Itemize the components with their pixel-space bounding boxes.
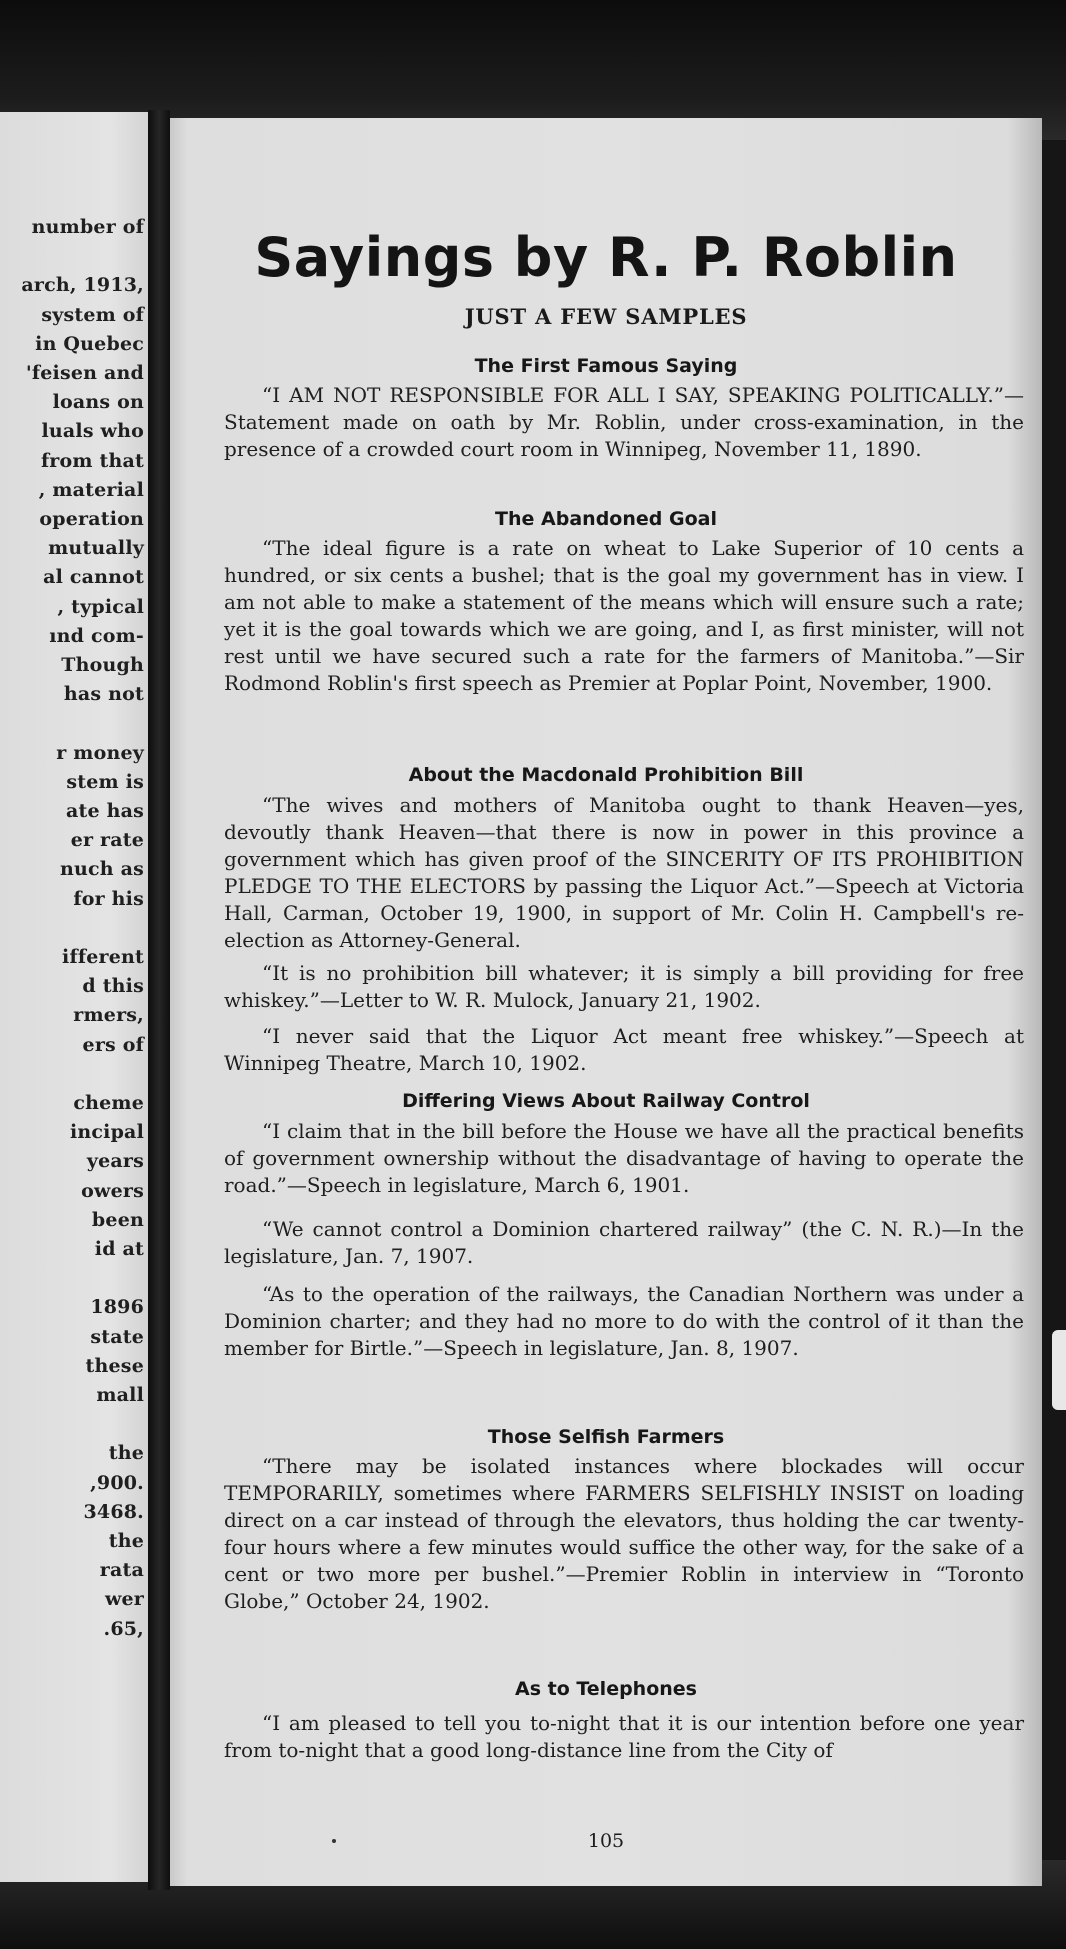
left-page-fragment	[0, 112, 158, 1882]
paragraph: “I AM NOT RESPONSIBLE FOR ALL I SAY, SPEAKING POLITICALLY.”—Statement made on oath by Mr. Roblin, under cross-examination, in the presence of a crowded court room in Winnipeg, November 11, 1890.	[224, 383, 1024, 461]
left-page-line: 1896	[90, 1296, 144, 1319]
paragraph: “The wives and mothers of Manitoba ought to thank Heaven—yes, devoutly thank Heaven—that there is now in power in this province a government which has given proof of the SINCERITY OF ITS PROHIBITION PLEDGE TO THE ELECTORS by passing the Liquor Act.”—Speech at Victoria Hall, Carman, October 19, 1900, in support of Mr. Colin H. Campbell's re-election as Attorney-General.	[224, 793, 1024, 952]
left-page-line: ,900.	[90, 1471, 144, 1494]
paragraph: “The ideal figure is a rate on wheat to Lake Superior of 10 cents a hundred, or six cents a bushel; that is the goal my government has in view. I am not able to make a statement of the means which will ensure such a rate; yet it is the goal towards which we are going, and I, as first minister, will not rest until we have secured such a rate for the farmers of Manitoba.”—Sir Rodmond Roblin's first speech as Premier at Poplar Point, November, 1900.	[224, 536, 1024, 695]
left-page-line: ifferent	[62, 946, 144, 968]
section-heading: About the Macdonald Prohibition Bill	[408, 764, 804, 786]
left-page-line: been	[91, 1208, 144, 1231]
left-page-line: , material	[38, 478, 144, 501]
left-page-line: wer	[104, 1588, 144, 1611]
paragraph: “I am pleased to tell you to-night that it is our intention before one year from to-night that a good long-distance line from the City of	[224, 1711, 1024, 1762]
left-page-line: r money	[56, 741, 144, 764]
left-page-line: d this	[82, 975, 144, 998]
left-page-line: luals who	[41, 420, 144, 443]
page-edge-mark	[1052, 1330, 1066, 1410]
left-page-line: state	[90, 1325, 144, 1348]
left-page-line: stem is	[66, 770, 144, 793]
left-page-line: number of	[31, 216, 144, 238]
left-page-line: mutually	[48, 537, 144, 560]
paragraph: “We cannot control a Dominion chartered railway” (the C. N. R.)—In the legislature, Jan. 7, 1907.	[224, 1217, 1024, 1268]
section-heading: The Abandoned Goal	[495, 508, 717, 530]
left-page-line: operation	[39, 508, 144, 530]
left-page-line: 3468.	[83, 1500, 144, 1523]
paragraph: “As to the operation of the railways, the Canadian Northern was under a Dominion charter; and they had no more to do with the control of it than the member for Birtle.”—Speech in legislature, Jan. 8, 1907.	[224, 1282, 1024, 1360]
left-page-line: owers	[81, 1179, 144, 1202]
left-page-line: the	[108, 1442, 144, 1465]
section-heading: Those Selfish Farmers	[487, 1426, 725, 1448]
left-page-line: has not	[63, 683, 144, 706]
paragraph: “It is no prohibition bill whatever; it is simply a bill providing for free whiskey.”—Letter to W. R. Mulock, January 21, 1902.	[224, 961, 1024, 1012]
left-page-line: Though	[61, 654, 144, 676]
paragraph: “I claim that in the bill before the House we have all the practical benefits of government ownership without the disadvantage of having to operate the road.”—Speech in legislature, March 6, 1901.	[224, 1119, 1024, 1197]
left-page-line: nuch as	[59, 858, 144, 881]
page-subtitle: JUST A FEW SAMPLES	[464, 304, 748, 329]
left-page-line: arch, 1913,	[21, 274, 144, 297]
left-page-line: loans on	[52, 391, 144, 414]
left-page-line: the	[108, 1530, 144, 1552]
left-page-line: system of	[41, 303, 144, 326]
section-heading: The First Famous Saying	[474, 355, 738, 377]
left-page-line: mall	[96, 1384, 144, 1406]
section-heading: As to Telephones	[514, 1678, 697, 1700]
left-page-line: rata	[99, 1559, 144, 1582]
left-page-line: these	[85, 1354, 144, 1377]
left-page-line: .65,	[103, 1617, 144, 1640]
left-page-line: incipal	[69, 1121, 144, 1144]
book-gutter	[148, 110, 170, 1890]
left-page-line: ers of	[82, 1033, 144, 1056]
paragraph: “There may be isolated instances where blockades will occur TEMPORARILY, sometimes where FARMERS SELFISHLY INSIST on loading direct on a car instead of through the elevators, thus holding the car twenty-four hours where a few minutes would suffice the other way, for the sake of a cent or two more per bushel.”—Premier Roblin in interview in “Toronto Globe,” October 24, 1902.	[224, 1454, 1024, 1613]
left-page-line: rmers,	[73, 1004, 144, 1027]
left-page-line: from that	[40, 449, 144, 472]
left-page-line: for his	[73, 887, 144, 910]
paragraph: “I never said that the Liquor Act meant free whiskey.”—Speech at Winnipeg Theatre, March 10, 1902.	[224, 1024, 1024, 1075]
left-page-line: , typical	[57, 595, 144, 618]
left-page-line: ınd com-	[49, 624, 144, 647]
left-page-line: in Quebec	[35, 332, 144, 355]
left-page-line: id at	[94, 1238, 144, 1260]
left-page-line: er rate	[70, 829, 144, 852]
left-page-line: 'feisen and	[25, 362, 144, 384]
page	[170, 118, 1042, 1886]
section-heading: Differing Views About Railway Control	[402, 1090, 810, 1112]
page-title: Sayings by R. P. Roblin	[254, 226, 958, 289]
left-page-line: al cannot	[43, 566, 144, 589]
left-page-line: cheme	[73, 1092, 144, 1114]
left-page-line: ate has	[65, 800, 144, 822]
page-number: 105	[587, 1830, 625, 1852]
left-page-line: years	[86, 1150, 144, 1173]
